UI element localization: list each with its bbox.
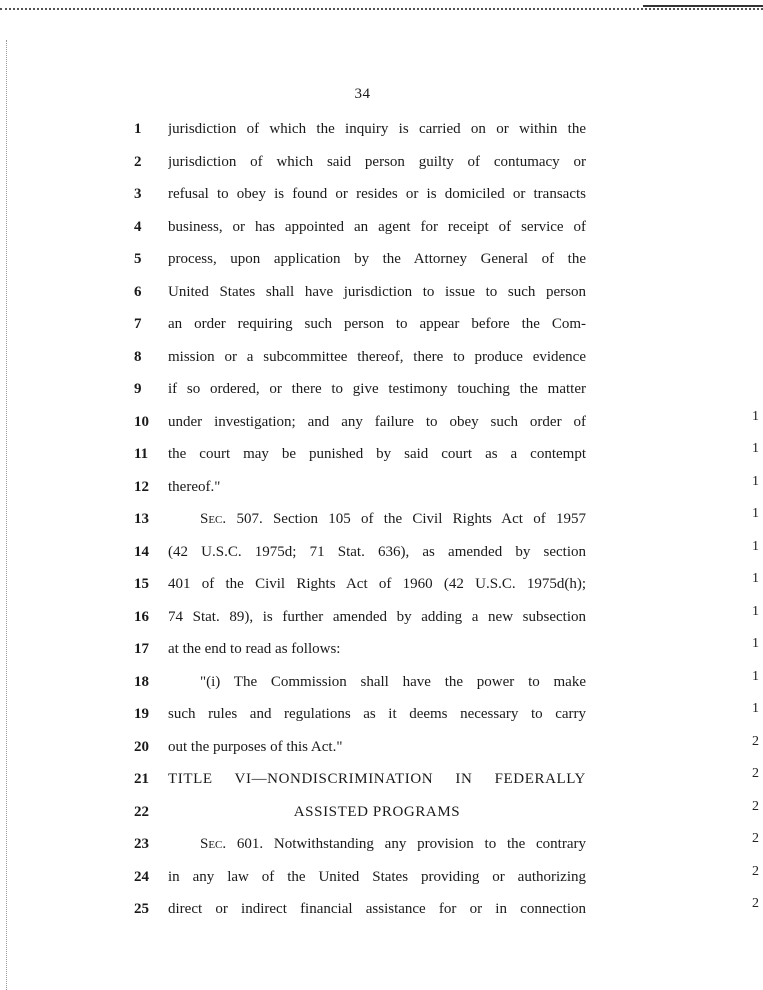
line-number: 17 [134,641,149,657]
margin-line-number: 2 [752,799,759,814]
text-line [0,540,600,564]
text-line [0,637,600,661]
line-text: 601. Notwithstanding any provision to the contrary [236,836,586,852]
title-heading-continued: ASSISTED PROGRAMS [293,803,461,820]
text-line [0,897,600,921]
margin-line-number: 2 [752,734,759,749]
line-number: 6 [134,283,142,300]
line-number: 14 [134,543,149,560]
section-label: Sec. [200,511,227,527]
text-line [0,182,600,206]
title-heading: TITLE VI—NONDISCRIMINATION IN FEDERALLY [168,771,586,787]
text-line [0,507,600,531]
section-label: Sec. [200,836,227,852]
line-text: (42 U.S.C. 1975d; 71 Stat. 636), as amended by section [168,543,586,560]
text-line [0,475,600,499]
margin-line-number: 1 [752,669,759,684]
text-line [0,312,600,336]
margin-line-number: 2 [752,864,759,879]
line-text: 401 of the Civil Rights Act of 1960 (42 U.S.C. 1975d(h); [168,576,586,592]
text-line [0,150,600,174]
line-text: at the end to read as follows: [168,641,341,657]
text-line [0,767,600,791]
text-line [0,377,600,401]
section-line [200,832,586,856]
margin-line-number: 1 [752,409,759,424]
line-text: direct or indirect financial assistance for or in connection [168,901,586,917]
text-line [0,572,600,596]
line-number: 9 [134,381,142,397]
text-line [0,410,600,434]
line-number: 15 [134,576,149,592]
section-line [200,507,586,531]
margin-line-number: 1 [752,441,759,456]
line-number: 1 [134,121,142,137]
line-number: 24 [134,868,149,885]
margin-line-number: 2 [752,766,759,781]
text-line [0,215,600,239]
margin-line-number: 1 [752,636,759,651]
line-number: 16 [134,608,149,625]
line-text: business, or has appointed an agent for receipt of service of [168,218,586,235]
text-line [0,117,600,141]
line-text: if so ordered, or there to give testimony touching the matter [168,381,586,397]
line-text: in any law of the United States providing or authorizing [168,868,586,885]
margin-line-number: 2 [752,831,759,846]
line-text: thereof." [168,478,221,495]
line-number: 25 [134,901,149,917]
line-number: 19 [134,706,149,722]
text-line [0,702,600,726]
line-number: 23 [134,836,149,852]
line-text: under investigation; and any failure to obey such order of [168,413,586,430]
text-line [0,800,600,824]
line-number: 8 [134,348,142,365]
line-number: 2 [134,153,142,170]
line-text: an order requiring such person to appear before the Com- [168,316,586,332]
margin-line-number: 1 [752,571,759,586]
line-text: "(i) The Commission shall have the power to make [200,673,586,690]
line-text: refusal to obey is found or resides or is domiciled or transacts [168,186,586,202]
line-text: jurisdiction of which said person guilty of contumacy or [168,153,586,170]
line-text: 507. Section 105 of the Civil Rights Act of 1957 [236,511,586,527]
text-line [0,345,600,369]
line-number: 11 [134,446,149,462]
margin-line-number: 1 [752,474,759,489]
line-number: 22 [134,803,149,820]
text-line [0,865,600,889]
text-line [0,670,600,694]
line-text: process, upon application by the Attorney General of the [168,251,586,267]
line-number: 20 [134,738,149,755]
line-number: 12 [134,478,149,495]
line-text: jurisdiction of which the inquiry is carried on or within the [168,121,586,137]
text-line [0,605,600,629]
line-text: United States shall have jurisdiction to issue to such person [168,283,586,300]
top-border-rule [643,5,763,7]
page-number: 34 [354,86,371,102]
line-number: 3 [134,186,142,202]
margin-line-number: 1 [752,506,759,521]
line-text: the court may be punished by said court as a contempt [168,446,586,462]
text-line [0,280,600,304]
line-number: 4 [134,218,142,235]
margin-line-number: 1 [752,701,759,716]
line-number: 18 [134,673,149,690]
line-number: 5 [134,251,142,267]
line-number: 10 [134,413,149,430]
line-number: 13 [134,511,149,527]
line-number: 21 [134,771,149,787]
line-text: mission or a subcommittee thereof, there to produce evidence [168,348,586,365]
text-line [0,247,600,271]
line-number: 7 [134,316,142,332]
line-text: such rules and regulations as it deems necessary to carry [168,706,586,722]
text-line [0,735,600,759]
text-line [0,832,600,856]
line-text: out the purposes of this Act." [168,738,343,755]
margin-line-number: 1 [752,539,759,554]
line-text: 74 Stat. 89), is further amended by adding a new subsection [168,608,586,625]
margin-line-number: 2 [752,896,759,911]
text-line [0,442,600,466]
margin-line-number: 1 [752,604,759,619]
